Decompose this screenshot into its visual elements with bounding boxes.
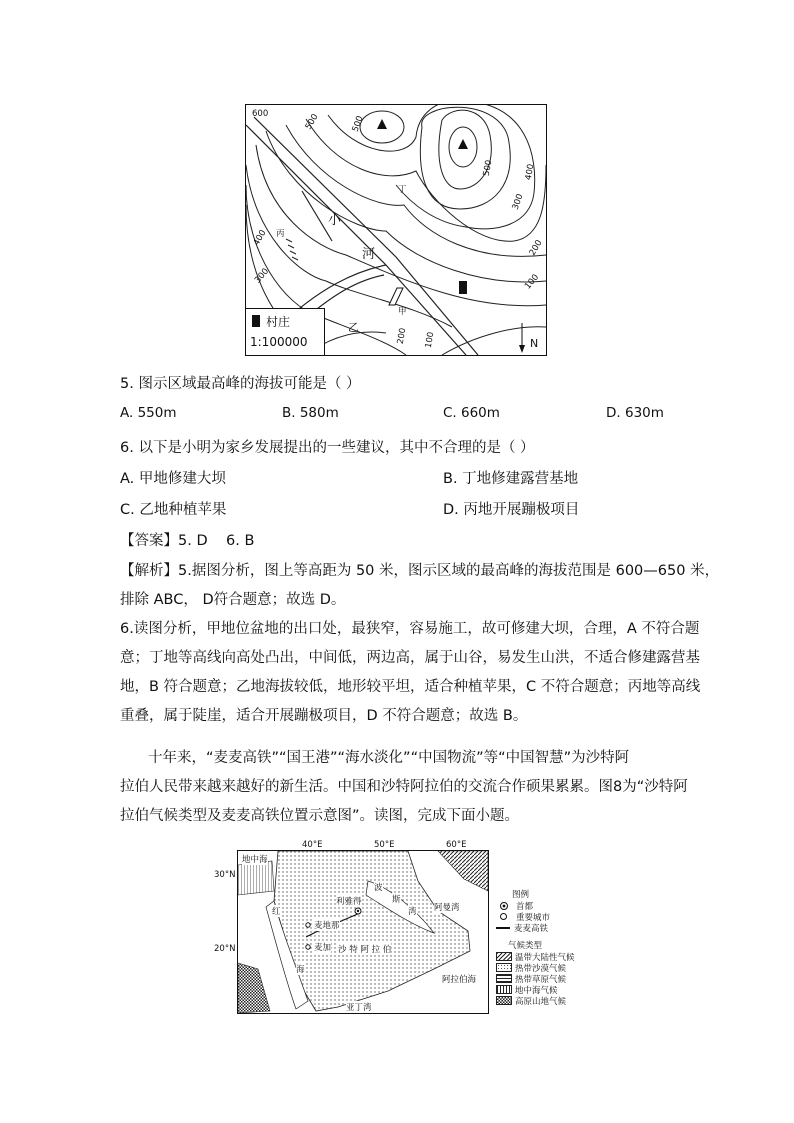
city-icon [500,913,507,920]
intro-paragraph [120,744,780,831]
q5-option-c: C. 660m [443,405,500,421]
q5-option-a: A. 550m [120,405,177,421]
lon-label-40: 40°E [302,840,323,850]
legend-city-label: 重要城市 [516,912,551,923]
label-si: 斯 [392,895,401,905]
q6-option-c: C. 乙地种植苹果 [120,502,227,518]
contour-label-100: 100 [523,272,542,292]
q6-option-a: A. 甲地修建大坝 [120,471,226,487]
label-arabian-sea: 阿拉伯海 [442,975,477,985]
climate-3-label: 热带草原气候 [515,974,567,985]
answer-line [120,529,254,550]
lat-label-20: 20°N [214,944,236,954]
saudi-climate-map [237,850,489,1014]
label-hong: 红 [272,907,281,917]
map2-legend [496,888,616,1014]
label-riyadh: 利雅得 [336,897,362,907]
contour-450 [306,119,546,241]
capital-icon [500,902,508,910]
legend-capital [496,900,616,911]
analysis-label: 【解析】 [120,563,178,579]
peak-east-triangle [458,139,468,149]
contour-label-400b: 400 [251,228,269,248]
mediterranean-region [238,861,274,895]
contour-label-500a: 500 [303,112,321,132]
label-yi: 乙 [348,321,359,334]
contour-label-500c: 500 [481,159,495,177]
legend-railway [496,922,616,933]
legend-climate-5 [496,995,616,1006]
question-5-stem: 5. 图示区域最高峰的海拔可能是（ ） [120,376,361,392]
railway-icon [496,927,510,929]
label-jia: 甲 [398,307,407,317]
intro-line-1: 十年来，“麦麦高铁”“国王港”“海水淡化”“中国物流”等“中国智慧”为沙特阿 [148,750,630,766]
mediterranean-pattern-icon [496,985,512,994]
analysis-line-2: 排除 ABC， D符合题意；故选 D。 [120,592,346,608]
label-medina: 麦地那 [314,921,340,931]
highland-pattern-icon [496,996,512,1005]
label-wan: 湾 [408,907,417,917]
climate-4-label: 地中海气候 [515,985,558,996]
climate-1-label: 温带大陆性气候 [515,952,575,963]
answer-label: 【答案】 [120,533,178,549]
legend-city [496,911,616,922]
analysis-line-1 [120,557,780,586]
intro-line-2: 拉伯人民带来越来越好的新生活。中国和沙特阿拉伯的交流合作硕果累累。图8为“沙特阿 [120,779,688,795]
contour-label-500b: 500 [350,114,366,134]
q6-option-b: B. 丁地修建露营基地 [443,471,579,487]
analysis-text-1: 5.据图分析，图上等高距为 50 米，图示区域的最高峰的海拔范围是 600—650 米， [178,563,720,579]
legend-title: 图例 [512,890,530,900]
peak-west-triangle [377,119,387,129]
label-he: 河 [362,247,376,262]
contour-peak-east-3 [420,107,510,209]
saudi-map-svg [238,851,488,1013]
legend-climate-2 [496,962,616,973]
analysis-block [120,557,780,731]
label-saudi: 沙 特 阿 拉 伯 [338,945,392,955]
lon-label-50: 50°E [374,840,395,850]
analysis-line-5: 地，B 符合题意；乙地海拔较低，地形较平坦，适合种植苹果，C 不符合题意；丙地等高线 [120,679,701,695]
label-oman-gulf: 阿曼湾 [434,903,460,913]
north-arrow [519,345,525,353]
climate-5-label: 高原山地气候 [515,996,567,1007]
contour-peak-east-2 [439,110,491,189]
climate-title: 气候类型 [508,941,543,951]
label-mediterranean: 地中海 [242,855,268,865]
question-6-stem: 6. 以下是小明为家乡发展提出的一些建议，其中不合理的是（ ） [120,440,535,456]
q5-option-d: D. 630m [606,405,664,421]
legend-climate-4 [496,984,616,995]
analysis-line-3: 6.读图分析，甲地位盆地的出口处，最狭窄，容易施工，故可修建大坝，合理，A 不符合题 [120,621,700,637]
intro-line-3: 拉伯气候类型及麦麦高铁位置示意图”。读图，完成下面小题。 [120,808,520,824]
map-legend [246,308,325,355]
q6-option-d: D. 丙地开展蹦极项目 [443,502,580,518]
climate-2-label: 热带沙漠气候 [515,963,567,974]
label-bing: 丙 [276,229,285,239]
lon-label-60: 60°E [446,840,467,850]
north-label: N [530,337,539,350]
analysis-line-4: 意；丁地等高线向高处凸出，中间低，两边高，属于山谷，易发生山洪，不适合修建露营基 [120,650,700,666]
label-mecca: 麦加 [314,943,332,953]
contour-label-200b: 200 [395,327,409,345]
contour-label-300: 300 [510,192,526,212]
legend-village-label: 村庄 [266,315,291,329]
contour-350 [266,131,546,282]
contour-label-100b: 100 [423,331,437,349]
village-marker [459,281,467,294]
temperate-pattern-icon [496,952,512,961]
desert-pattern-icon [496,963,512,972]
mecca-marker [306,945,310,949]
legend-climate-3 [496,973,616,984]
label-hai: 海 [296,965,305,975]
label-ding: 丁 [398,185,407,195]
savanna-pattern-icon [496,974,512,983]
contour-label-300b: 300 [253,266,272,286]
answer-text: 5. D 6. B [178,533,255,549]
label-xiao: 小 [328,213,342,228]
legend-capital-label: 首都 [516,901,534,912]
dam-symbol [389,288,403,305]
label-aden: 亚丁湾 [346,1003,372,1013]
q5-option-b: B. 580m [282,405,339,421]
contour-label-200: 200 [527,238,545,258]
analysis-line-6: 重叠，属于陡崖，适合开展蹦极项目，D 不符合题意；故选 B。 [120,708,528,724]
contour-map [245,104,547,356]
legend-climate-1 [496,951,616,962]
map-scale: 1:100000 [250,335,308,349]
legend-village-symbol [252,315,260,327]
legend-railway-label: 麦麦高铁 [514,923,549,934]
label-bo: 波 [374,883,383,893]
contour-label-400: 400 [523,163,537,181]
medina-marker [306,923,310,927]
contour-label-600: 600 [252,109,269,119]
lat-label-30: 30°N [214,870,236,880]
